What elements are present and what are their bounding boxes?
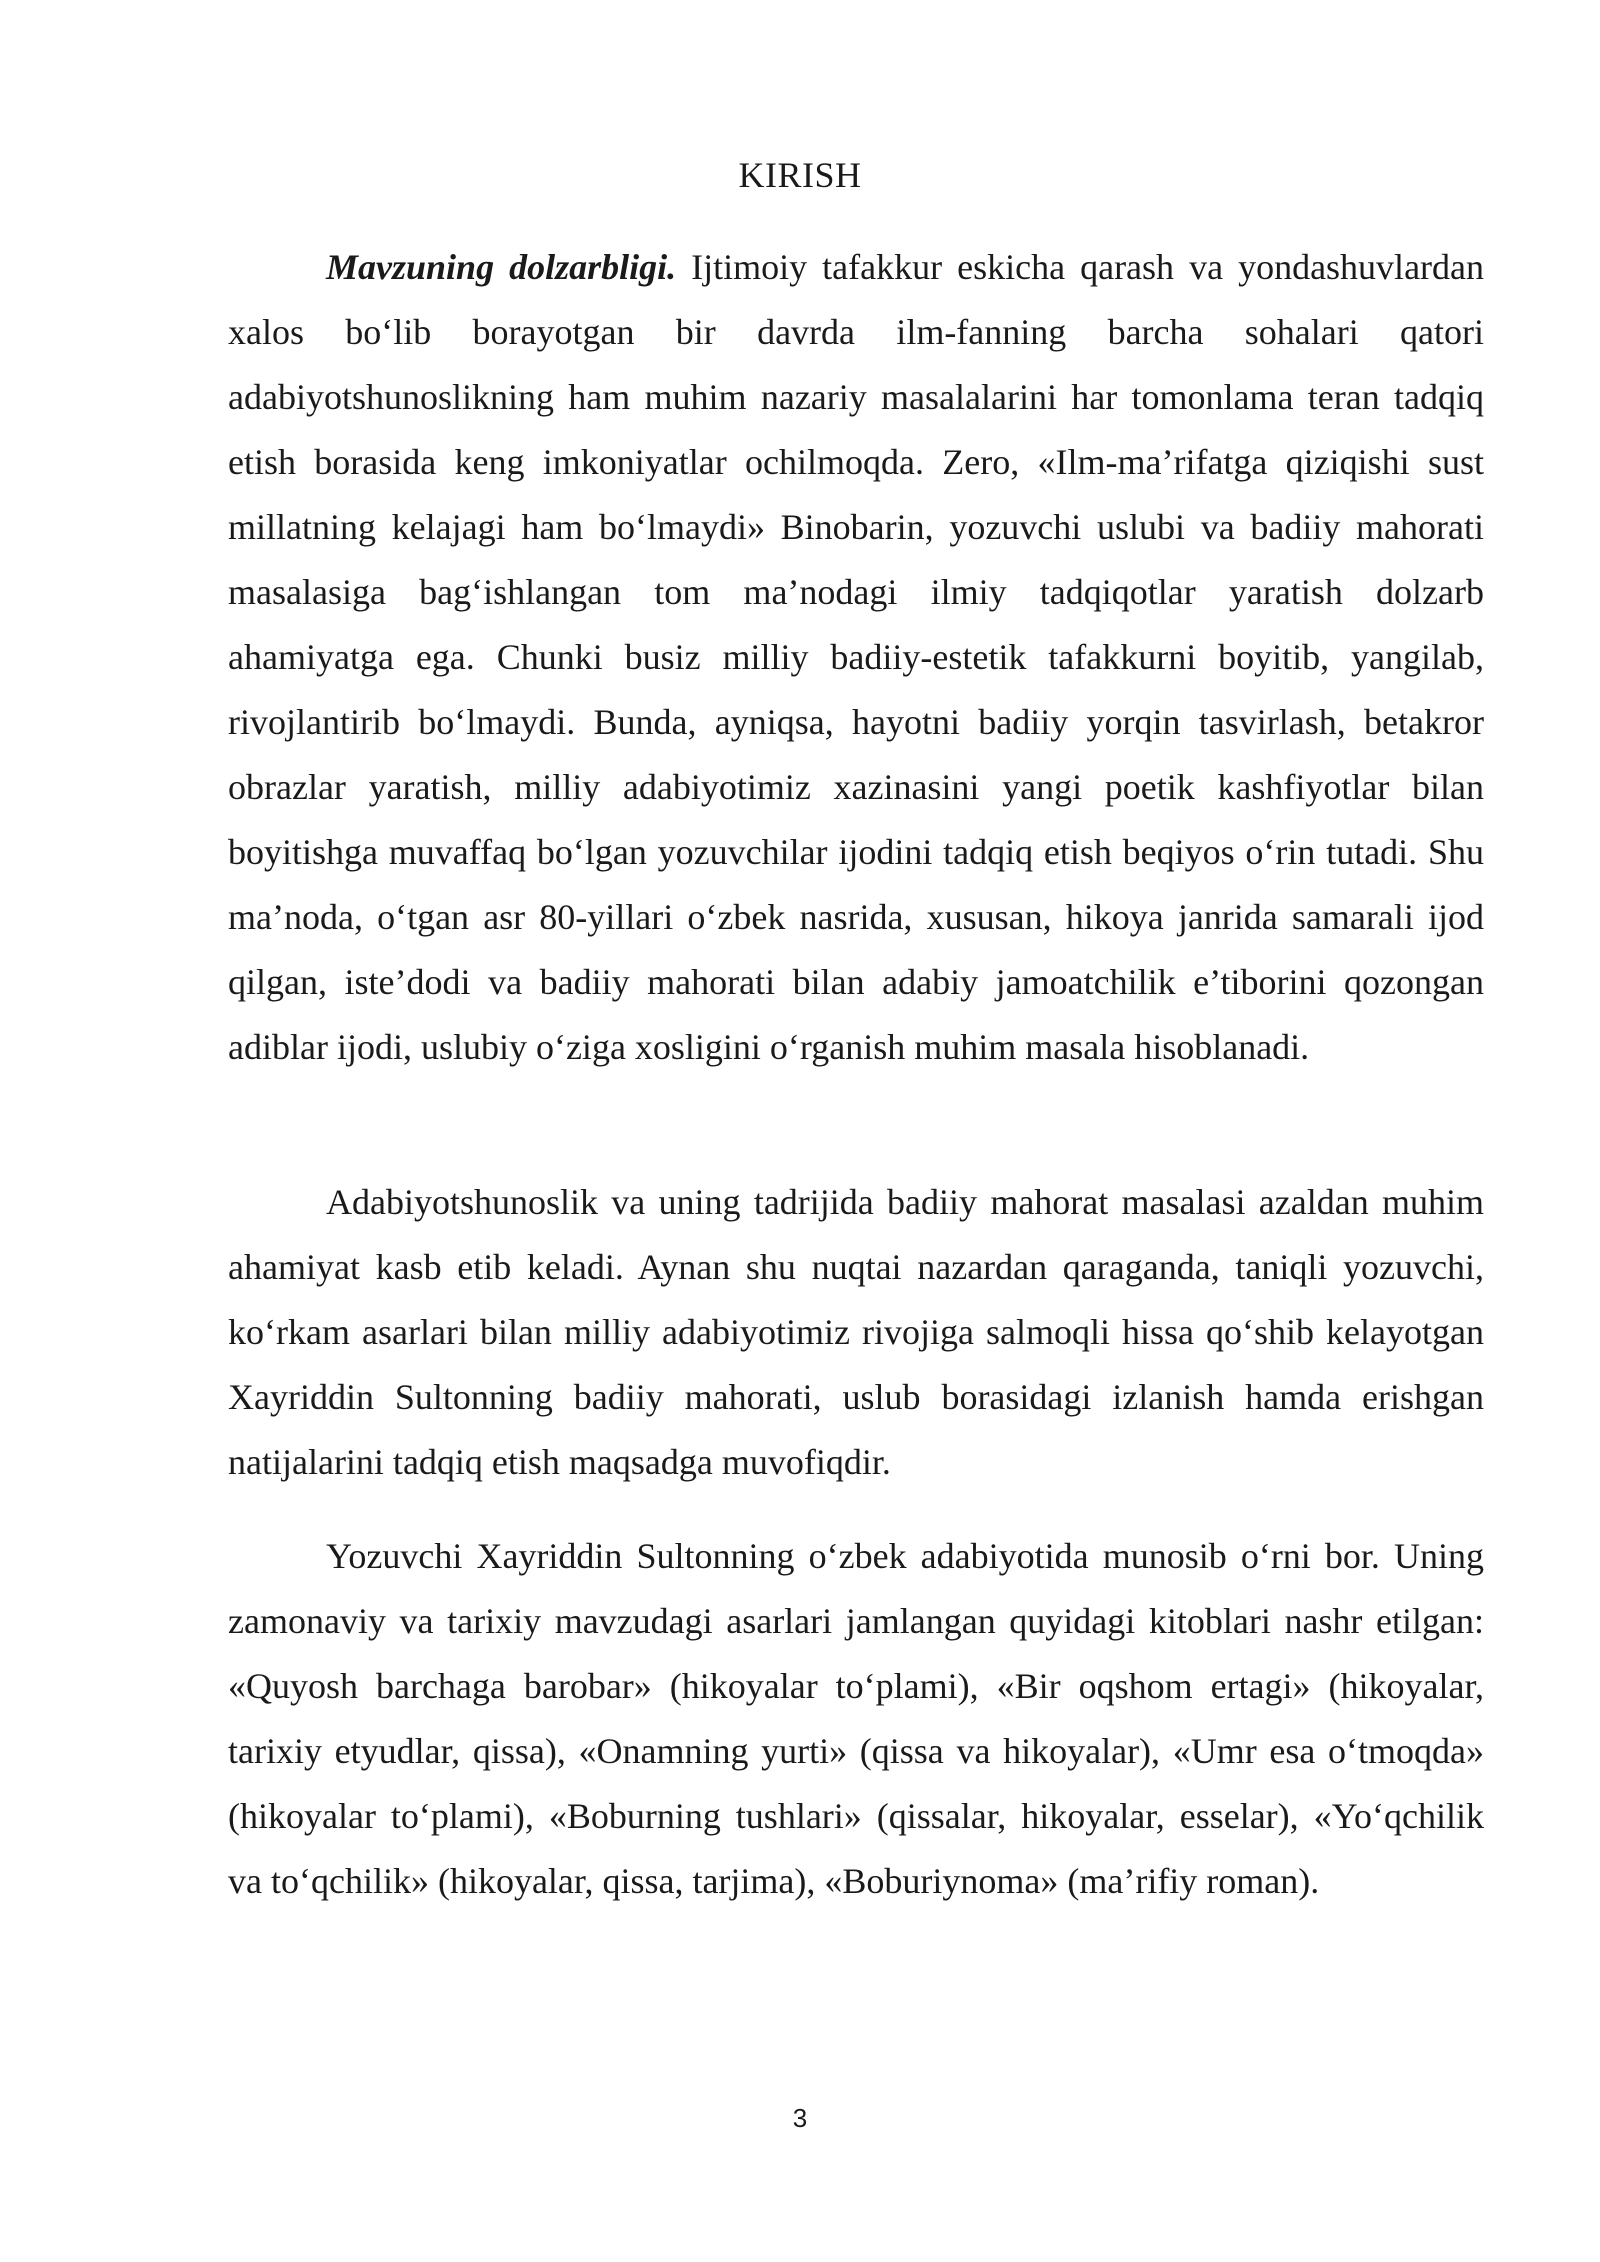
paragraph-artistic-skill [228,1170,1484,1495]
paragraph-text: Ijtimoiy tafakkur eskicha qarash va yondashuvlardan xalos bo‘lib borayotgan bir davrda ilm-fanning barcha sohalari qatori adabiyotshunoslikning ham muhim nazariy masalalarini har tomonlama teran tadqiq etish borasida keng imkoniyatlar ochilmoqda. Zero, «Ilm-ma’rifatga qiziqishi sust millatning kelajagi ham bo‘lmaydi» Binobarin, yozuvchi uslubi va badiiy mahorati masalasiga bag‘ishlangan tom ma’nodagi ilmiy tadqiqotlar yaratish dolzarb ahamiyatga ega. Chunki busiz milliy badiiy-estetik tafakkurni boyitib, yangilab, rivojlantirib bo‘lmaydi. Bunda, ayniqsa, hayotni badiiy yorqin tasvirlash, betakror obrazlar yaratish, milliy adabiyotimiz xazinasini yangi poetik kashfiyotlar bilan boyitishga muvaffaq bo‘lgan yozuvchilar ijodini tadqiq etish beqiyos o‘rin tutadi. Shu ma’noda, o‘tgan asr 80-yillari o‘zbek nasrida, xususan, hikoya janrida samarali ijod qilgan, iste’dodi va badiiy mahorati bilan adabiy jamoatchilik e’tiborini qozongan adiblar ijodi, uslubiy o‘ziga xosligini o‘rganish muhim masala hisoblanadi. [228,247,1485,1067]
paragraph-lead-heading: Mavzuning dolzarbligi. [326,247,677,287]
paragraph-text: Yozuvchi Xayriddin Sultonning o‘zbek adabiyotida munosib o‘rni bor. Uning zamonaviy va tarixiy mavzudagi asarlari jamlangan quyidagi kitoblari nashr etilgan: «Quyosh barchaga barobar» (hikoyalar to‘plami), «Bir oqshom ertagi» (hikoyalar, tarixiy etyudlar, qissa), «Onamning yurti» (qissa va hikoyalar), «Umr esa o‘tmoqda» (hikoyalar to‘plami), «Boburning tushlari» (qissalar, hikoyalar, esselar), «Yo‘qchilik va to‘qchilik» (hikoyalar, qissa, tarjima), «Boburiynoma» (ma’rifiy roman). [228,1536,1484,1901]
page-number: 3 [792,2103,808,2133]
paragraph-author-works [228,1524,1484,1914]
section-title: KIRISH [738,155,862,195]
paragraph-text: Adabiyotshunoslik va uning tadrijida badiiy mahorat masalasi azaldan muhim ahamiyat kasb etib keladi. Aynan shu nuqtai nazardan qaraganda, taniqli yozuvchi, ko‘rkam asarlari bilan milliy adabiyotimiz rivojiga salmoqli hissa qo‘shib kelayotgan Xayriddin Sultonning badiiy mahorati, uslub borasidagi izlanish hamda erishgan natijalarini tadqiq etish maqsadga muvofiqdir. [228,1182,1484,1482]
paragraph-relevance [228,235,1484,1080]
